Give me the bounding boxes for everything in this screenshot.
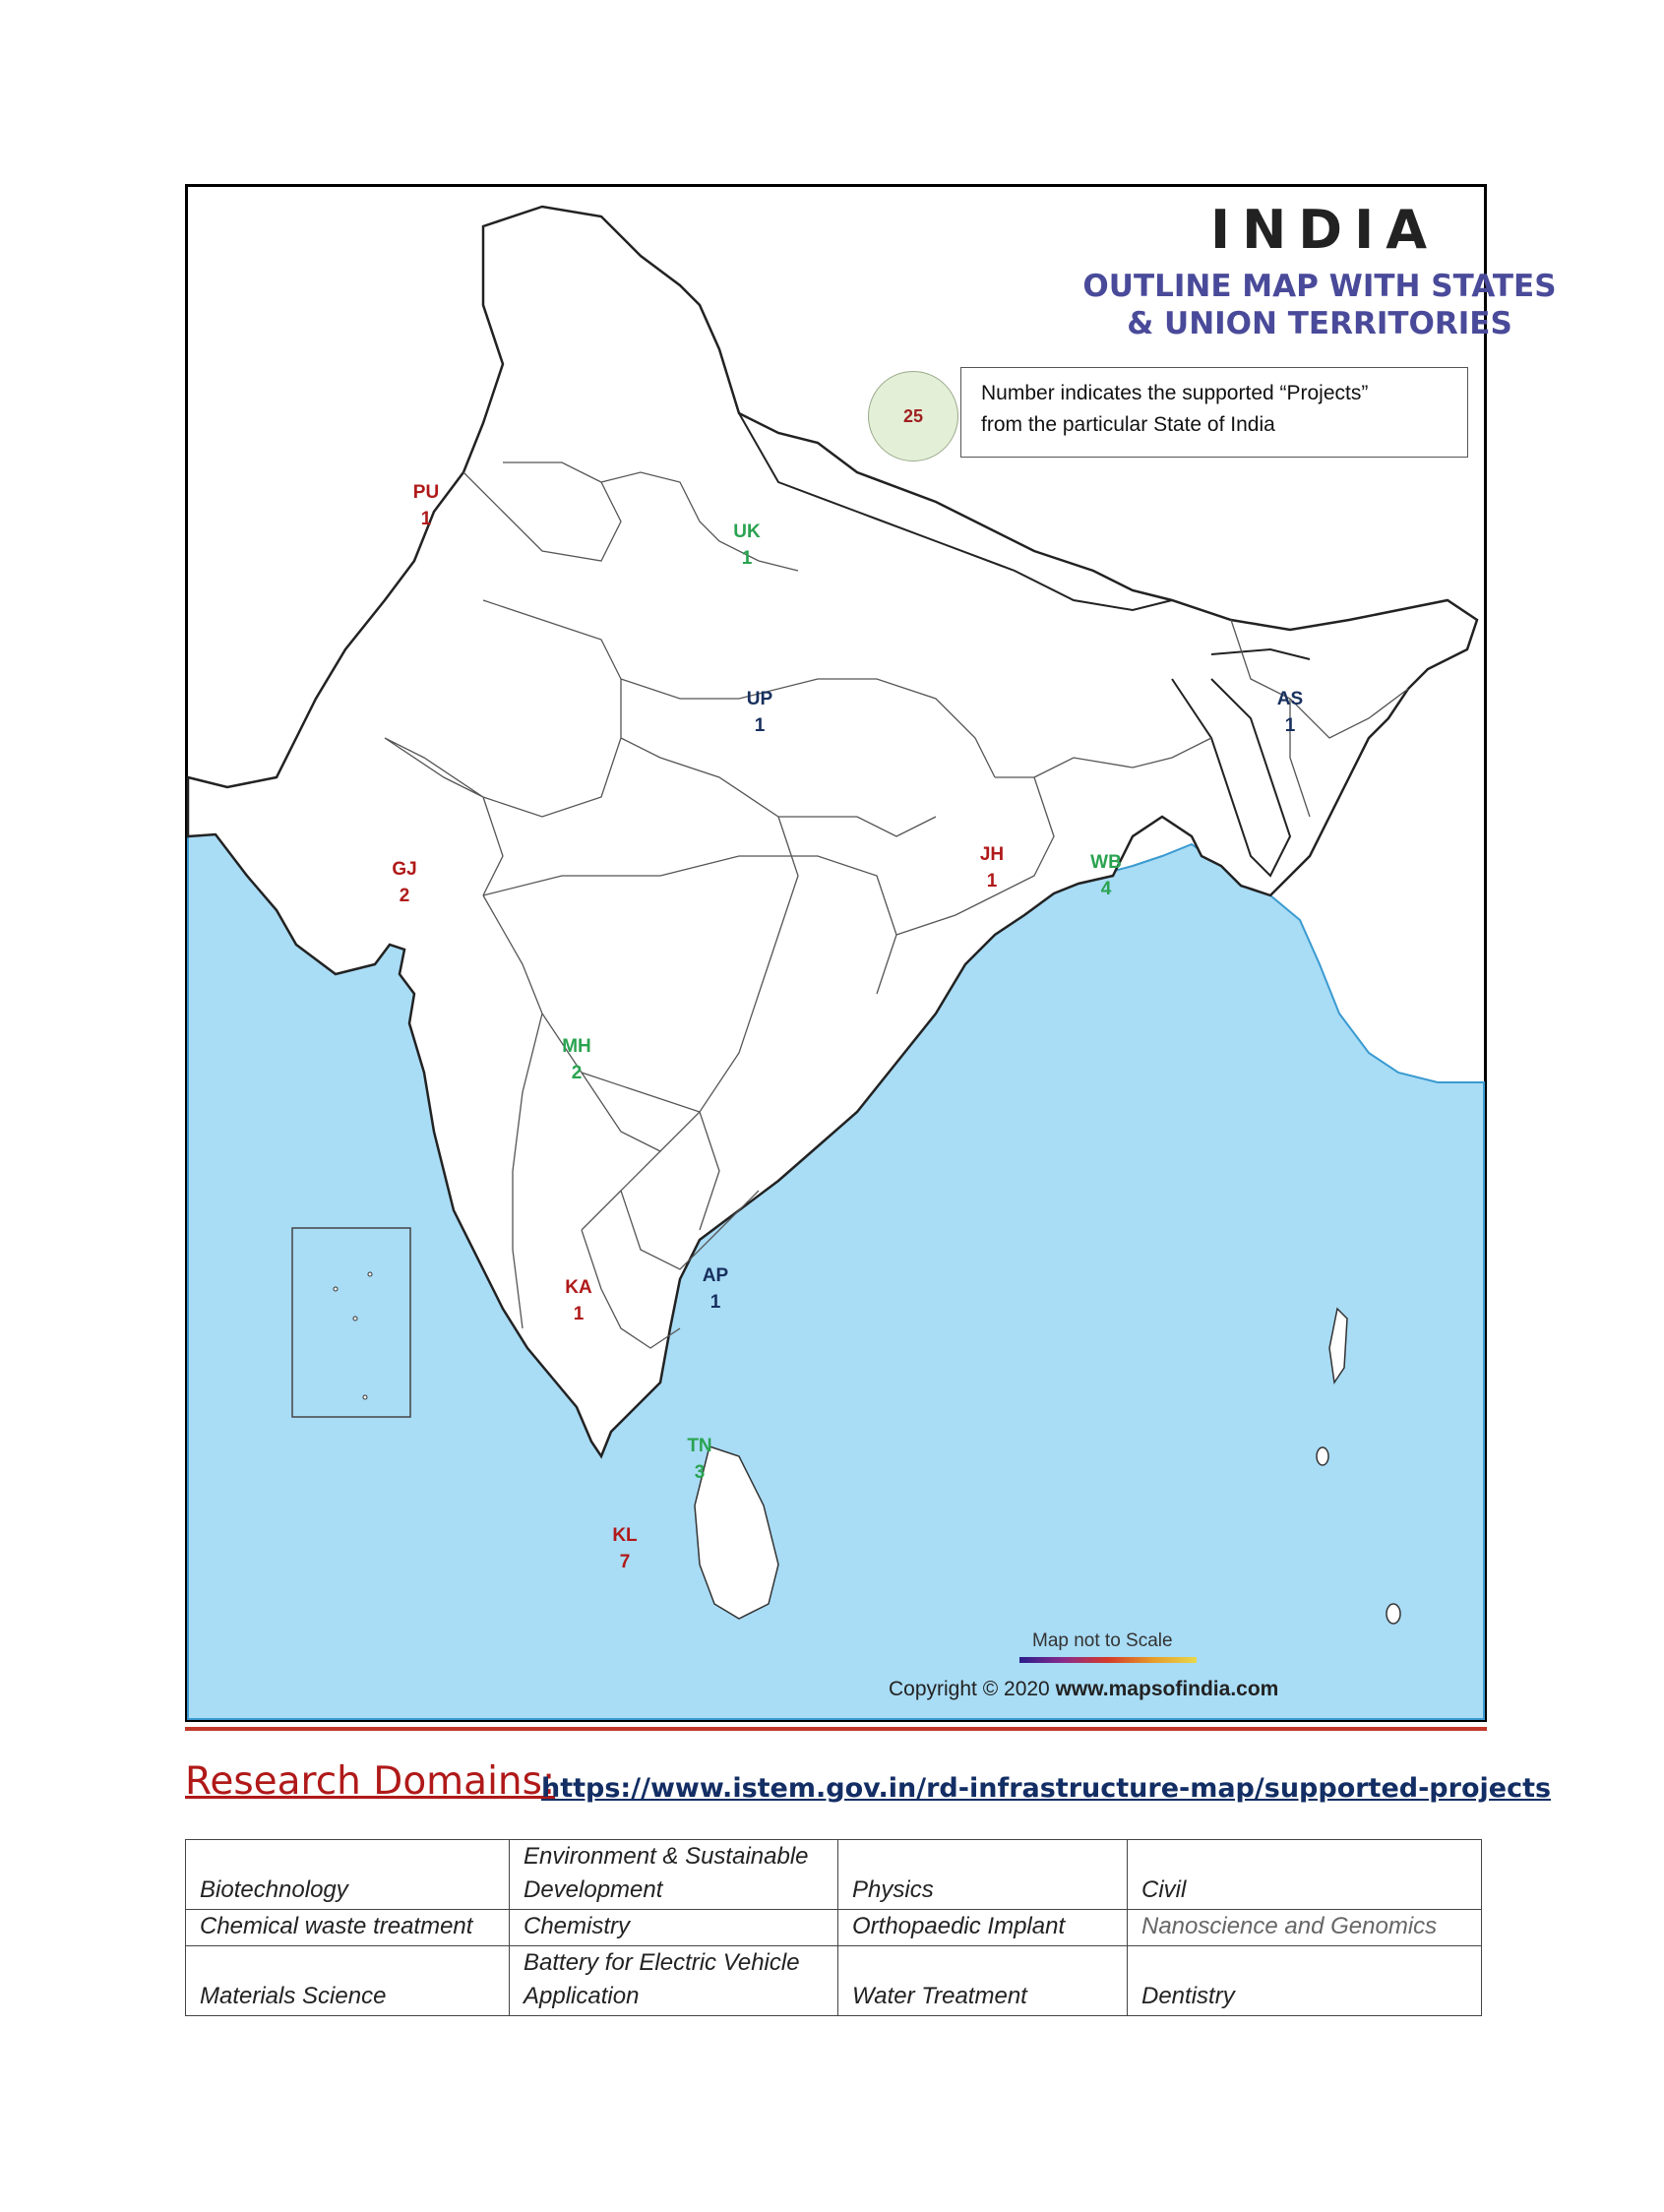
table-row bbox=[186, 1946, 1482, 2016]
legend-line2: from the particular State of India bbox=[981, 413, 1275, 436]
state-label-jh bbox=[953, 841, 1031, 894]
section-divider bbox=[185, 1727, 1487, 1731]
table-cell: Orthopaedic Implant bbox=[838, 1910, 1128, 1946]
state-label-ap bbox=[676, 1262, 755, 1316]
map-subtitle-line2: & UNION TERRITORIES bbox=[1127, 306, 1512, 341]
map-subtitle-line1: OUTLINE MAP WITH STATES bbox=[1082, 269, 1557, 304]
state-count: 1 bbox=[1284, 715, 1296, 736]
state-code: KA bbox=[565, 1277, 592, 1298]
legend-sample-circle: 25 bbox=[868, 371, 958, 461]
table-cell: Dentistry bbox=[1128, 1946, 1482, 2016]
state-code: JH bbox=[979, 844, 1005, 865]
state-code: UP bbox=[746, 689, 773, 709]
research-domains-link[interactable]: https://www.istem.gov.in/rd-infrastructure-map/supported-projects bbox=[541, 1773, 1552, 1804]
table-cell: Nanoscience and Genomics bbox=[1128, 1910, 1482, 1946]
scale-bar bbox=[1019, 1657, 1197, 1663]
state-label-wb bbox=[1067, 849, 1145, 902]
state-count: 7 bbox=[619, 1552, 631, 1572]
scale-note: Map not to Scale bbox=[1032, 1630, 1173, 1651]
state-count: 1 bbox=[986, 871, 998, 891]
research-domains-table bbox=[185, 1839, 1482, 2016]
table-row bbox=[186, 1910, 1482, 1946]
state-label-tn bbox=[660, 1433, 739, 1486]
table-cell: Biotechnology bbox=[186, 1840, 510, 1910]
state-count: 3 bbox=[694, 1462, 706, 1483]
state-code: MH bbox=[562, 1036, 591, 1057]
table-row bbox=[186, 1840, 1482, 1910]
table-cell: Civil bbox=[1128, 1840, 1482, 1910]
state-code: AS bbox=[1276, 689, 1304, 709]
state-label-mh bbox=[537, 1033, 616, 1086]
state-code: WB bbox=[1090, 852, 1122, 873]
state-count: 2 bbox=[571, 1063, 583, 1083]
table-cell: Physics bbox=[838, 1840, 1128, 1910]
copyright bbox=[889, 1678, 1278, 1701]
india-map bbox=[185, 184, 1557, 1722]
table-cell: Chemical waste treatment bbox=[186, 1910, 510, 1946]
state-label-pu bbox=[387, 479, 465, 532]
lakshadweep-inset bbox=[292, 1228, 410, 1417]
state-code: TN bbox=[687, 1436, 712, 1456]
research-domains-title: Research Domains: bbox=[185, 1759, 556, 1804]
state-label-as bbox=[1251, 686, 1329, 739]
state-count: 1 bbox=[573, 1304, 585, 1324]
state-count: 1 bbox=[741, 548, 753, 569]
state-label-gj bbox=[365, 856, 444, 909]
state-label-up bbox=[720, 686, 799, 739]
legend-box bbox=[960, 367, 1468, 458]
state-label-kl bbox=[585, 1522, 664, 1575]
state-count: 1 bbox=[420, 509, 432, 529]
map-subtitle bbox=[975, 268, 1664, 342]
map-title: INDIA bbox=[1210, 199, 1439, 261]
legend-line1: Number indicates the supported “Projects” bbox=[981, 382, 1369, 404]
table-cell: Materials Science bbox=[186, 1946, 510, 2016]
state-code: PU bbox=[412, 482, 440, 503]
table-cell: Environment & Sustainable Development bbox=[510, 1840, 838, 1910]
table-cell: Battery for Electric Vehicle Application bbox=[510, 1946, 838, 2016]
state-count: 1 bbox=[754, 715, 766, 736]
state-code: AP bbox=[702, 1265, 729, 1286]
state-code: GJ bbox=[392, 859, 417, 880]
state-count: 4 bbox=[1100, 879, 1112, 899]
state-label-ka bbox=[539, 1274, 618, 1327]
table-cell: Water Treatment bbox=[838, 1946, 1128, 2016]
state-code: KL bbox=[612, 1525, 638, 1546]
copyright-prefix: Copyright © 2020 bbox=[889, 1678, 1050, 1700]
state-code: UK bbox=[733, 522, 761, 542]
copyright-site: www.mapsofindia.com bbox=[1055, 1678, 1279, 1700]
state-count: 2 bbox=[399, 886, 410, 906]
state-count: 1 bbox=[709, 1292, 721, 1313]
state-label-uk bbox=[708, 519, 786, 572]
table-cell: Chemistry bbox=[510, 1910, 838, 1946]
